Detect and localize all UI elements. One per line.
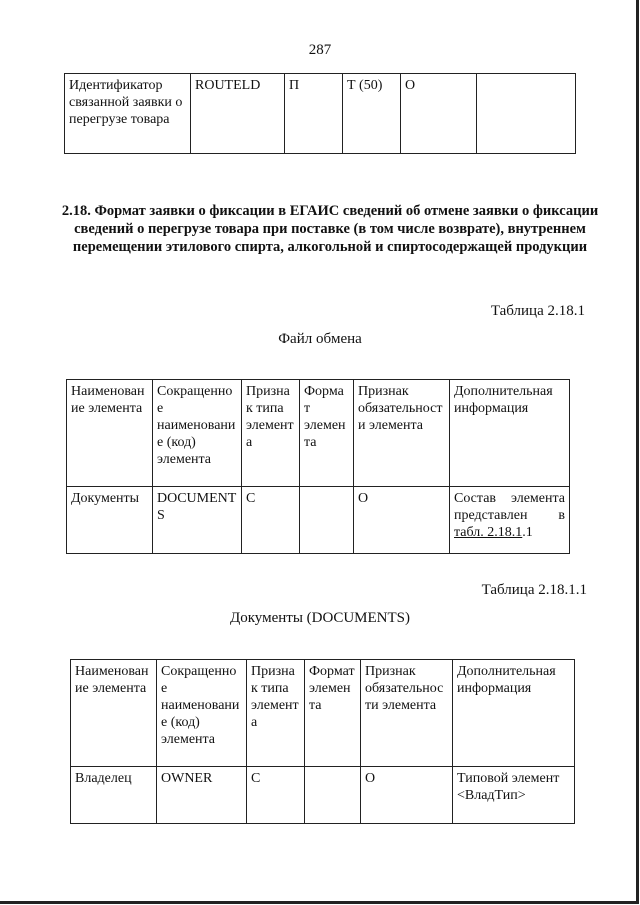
- column-header: Дополнительная информация: [453, 660, 575, 767]
- column-header: Наименование элемента: [71, 660, 157, 767]
- table-cell: Идентификатор связанной заявки о перегрузе товара: [65, 74, 191, 154]
- documents-table: [70, 659, 575, 824]
- table-cell: [477, 74, 576, 154]
- table-caption: Таблица 2.18.1: [490, 303, 585, 319]
- column-header: Формат элемента: [300, 380, 354, 487]
- table-cell: [305, 767, 361, 824]
- table-cell: П: [285, 74, 343, 154]
- table-cell: Документы: [67, 487, 153, 554]
- table-cell: OWNER: [157, 767, 247, 824]
- table-title: Файл обмена: [278, 331, 362, 347]
- column-header: Сокращенное наименование (код) элемента: [153, 380, 242, 487]
- table-cell: О: [401, 74, 477, 154]
- column-header: Признак типа элемента: [247, 660, 305, 767]
- section-heading: 2.18. Формат заявки о фиксации в ЕГАИС сведений об отмене заявки о фиксации сведений о перегрузе товара при поставке (в том числе возврате), внутреннем перемещении этилового спирта, алкогольной и спиртосодержащей продукции: [61, 203, 599, 255]
- table-header-row: [67, 380, 570, 487]
- table-cell: С: [247, 767, 305, 824]
- page-number: 287: [308, 42, 332, 58]
- column-header: Формат элемента: [305, 660, 361, 767]
- table-cell: Т (50): [343, 74, 401, 154]
- table-cell: ROUTELD: [191, 74, 285, 154]
- table-title: Документы (DOCUMENTS): [230, 610, 410, 626]
- table-cell: О: [354, 487, 450, 554]
- table-cell: О: [361, 767, 453, 824]
- table-caption: Таблица 2.18.1.1: [481, 582, 587, 598]
- table-header-row: [71, 660, 575, 767]
- continuation-table: [64, 73, 576, 154]
- column-header: Признак типа элемента: [242, 380, 300, 487]
- table-cell: DOCUMENTS: [153, 487, 242, 554]
- table-cell: Типовой элемент <ВладТип>: [453, 767, 575, 824]
- table-reference-link[interactable]: табл. 2.18.1: [454, 525, 523, 540]
- info-suffix: .1: [522, 525, 533, 540]
- column-header: Сокращенное наименование (код) элемента: [157, 660, 247, 767]
- table-row: [67, 487, 570, 554]
- column-header: Наименование элемента: [67, 380, 153, 487]
- table-cell: [450, 487, 570, 554]
- column-header: Признак обязательности элемента: [361, 660, 453, 767]
- table-row: [71, 767, 575, 824]
- table-cell: С: [242, 487, 300, 554]
- column-header: Дополнительная информация: [450, 380, 570, 487]
- exchange-file-table: [66, 379, 570, 554]
- table-row: [65, 74, 576, 154]
- info-text: Состав элемента представлен в: [454, 491, 565, 523]
- table-cell: [300, 487, 354, 554]
- column-header: Признак обязательности элемента: [354, 380, 450, 487]
- table-cell: Владелец: [71, 767, 157, 824]
